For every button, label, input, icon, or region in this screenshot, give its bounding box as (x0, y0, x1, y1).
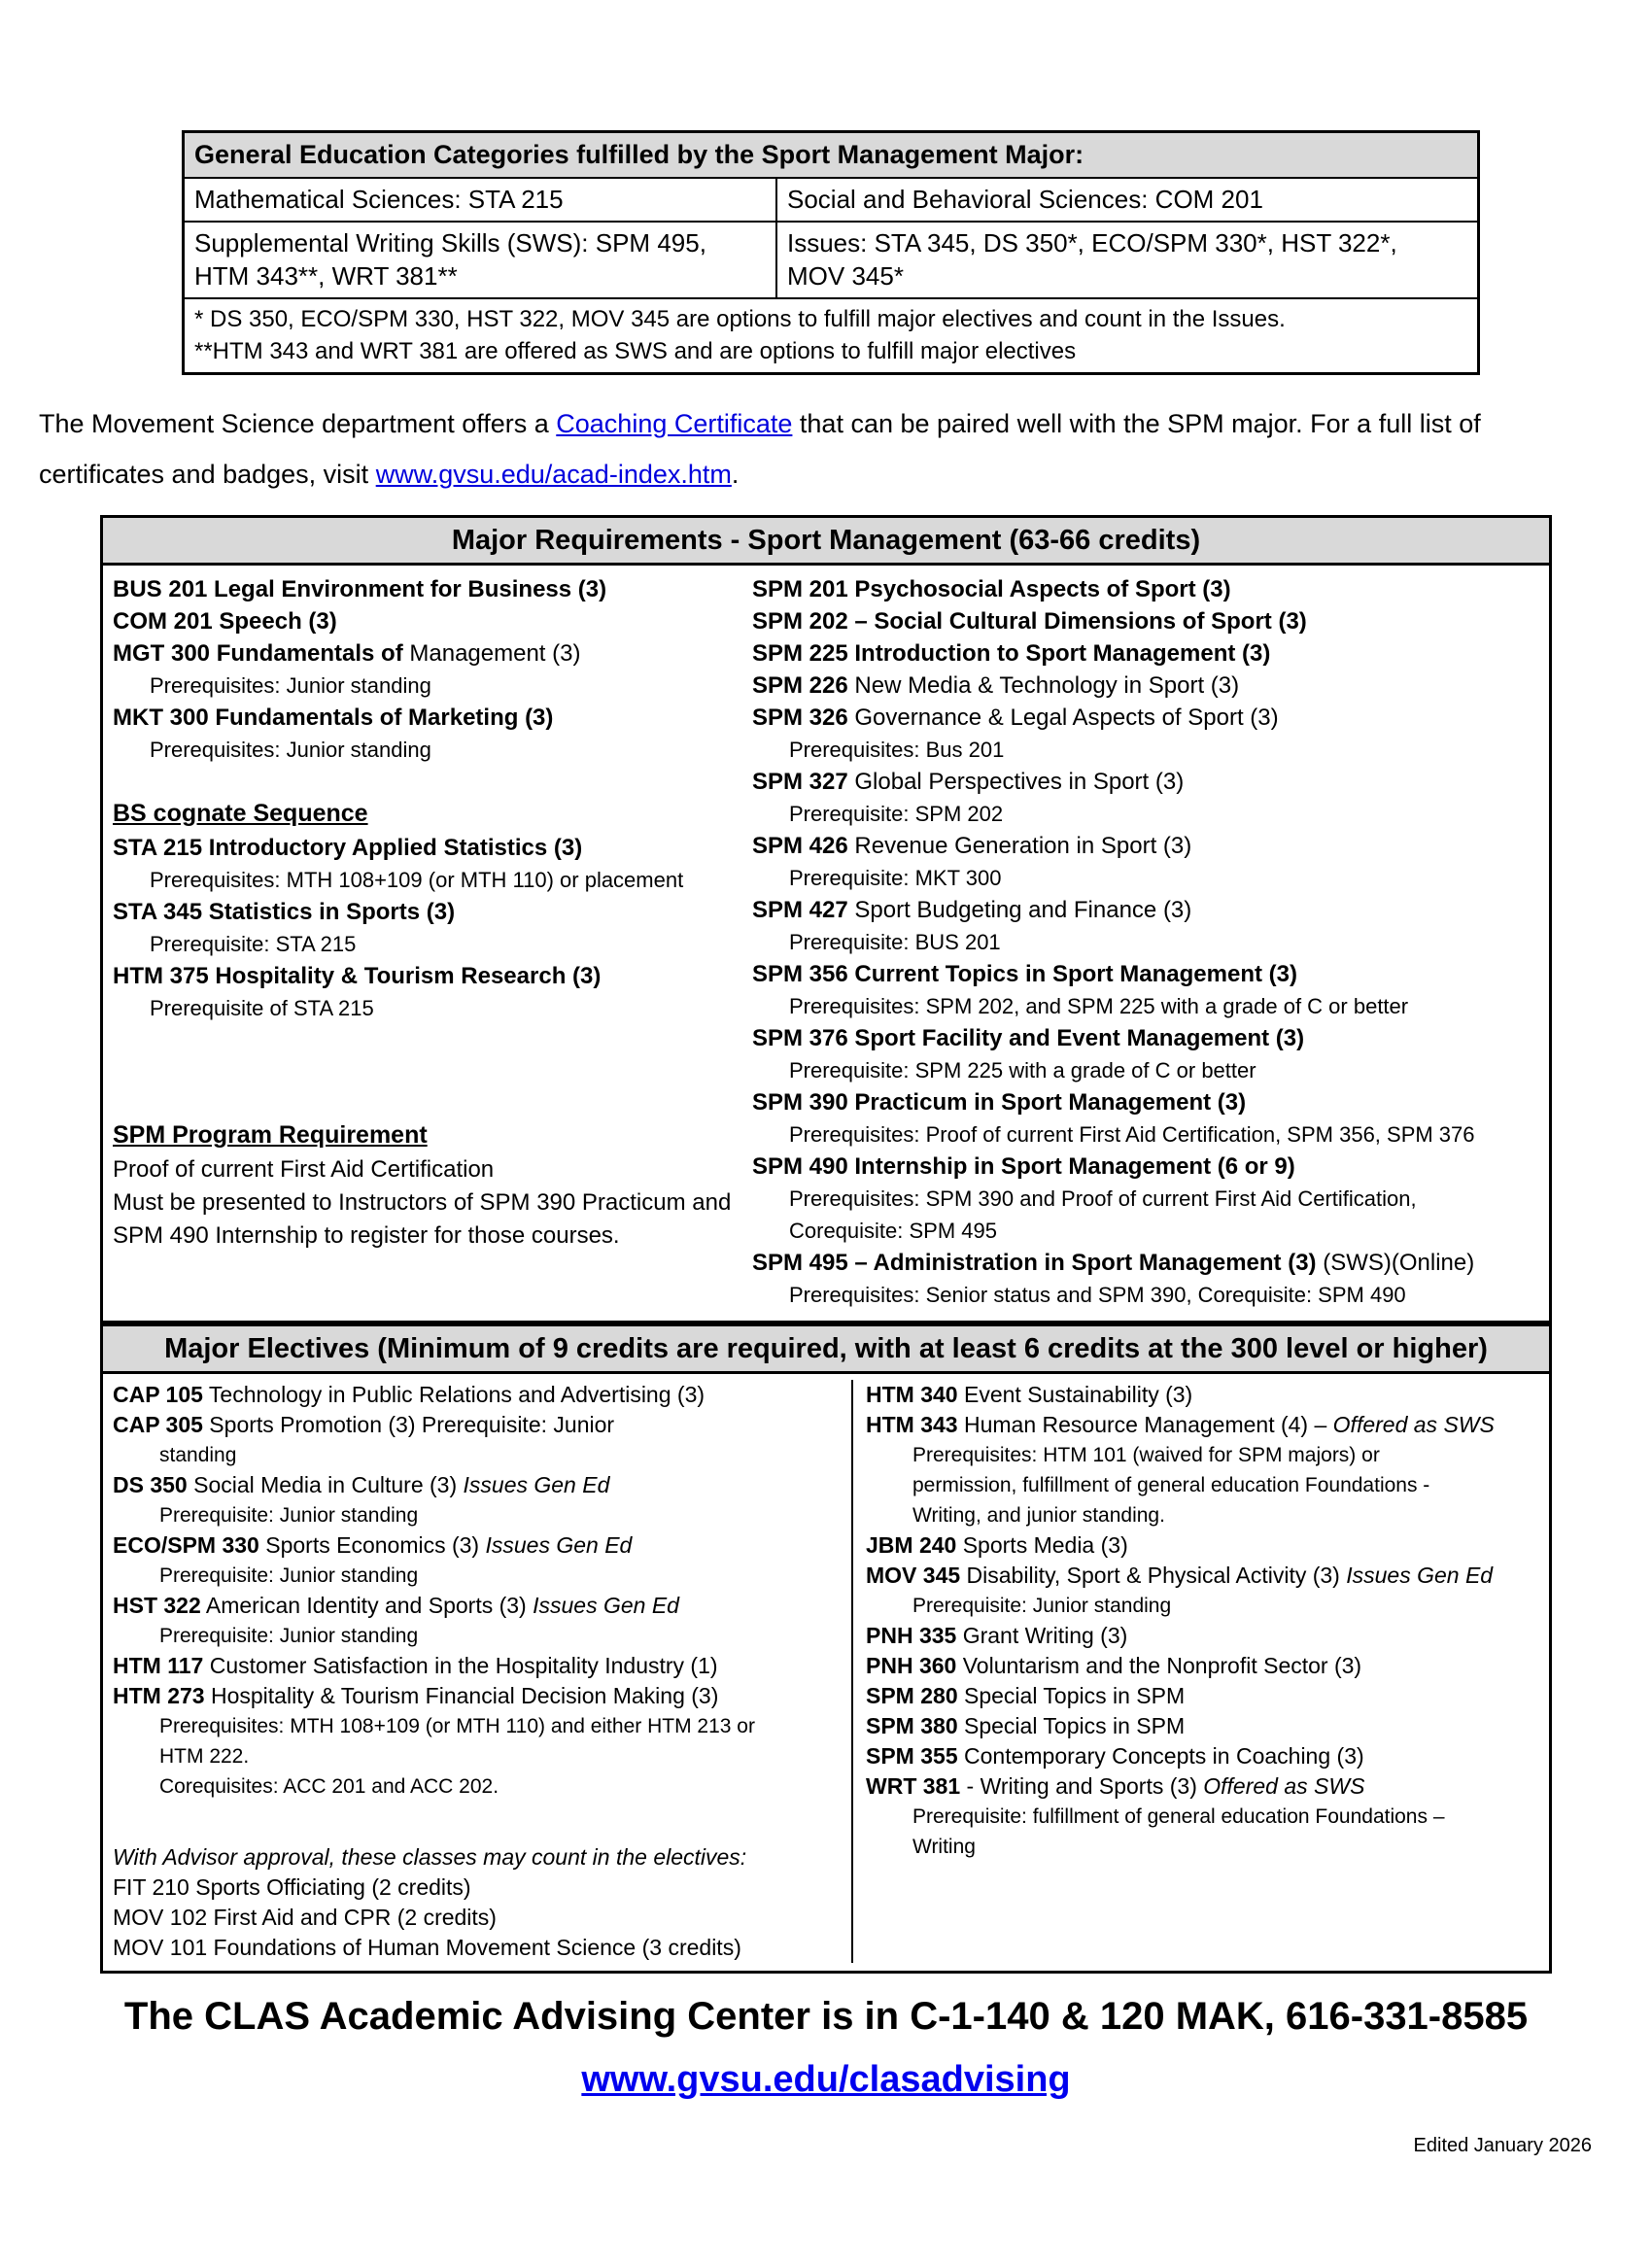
course-title: Issues Gen Ed (1346, 1563, 1494, 1588)
course-title: Global Perspectives in Sport (3) (847, 769, 1185, 795)
course-code: SPM 226 (752, 672, 848, 699)
course-item (752, 894, 1549, 926)
course-title: Sport Budgeting and Finance (3) (847, 897, 1192, 923)
course-code: SPM 355 (866, 1743, 958, 1769)
course-title: Contemporary Concepts in Coaching (3) (957, 1743, 1364, 1769)
prerequisite-line: Prerequisite: Junior standing (159, 1504, 419, 1527)
prerequisite-line: Writing (912, 1836, 976, 1858)
course-item (866, 1681, 1549, 1711)
course-title: Grant Writing (3) (956, 1623, 1128, 1648)
prerequisite-line: Prerequisite: fulfillment of general education Foundations – (912, 1805, 1445, 1828)
course-title: American Identity and Sports (3) (200, 1593, 533, 1618)
major-requirements-body (103, 566, 1549, 1321)
prerequisite-line: Corequisite: SPM 495 (789, 1219, 997, 1243)
prerequisite-line: Prerequisite: BUS 201 (789, 930, 1001, 954)
gened-footnote: * DS 350, ECO/SPM 330, HST 322, MOV 345 are options to fulfill major electives and count in the Issues. (194, 306, 1286, 332)
spacer (113, 766, 752, 795)
course-title: Governance & Legal Aspects of Sport (3) (847, 704, 1279, 731)
course-item (866, 1380, 1549, 1410)
course-code: SPM 390 Practicum in Sport Management (3) (752, 1089, 1247, 1116)
course-title: Event Sustainability (3) (957, 1382, 1193, 1407)
course-item (866, 1741, 1549, 1771)
gened-cell-math (184, 178, 777, 222)
note-line: Must be presented to Instructors of SPM 390 Practicum and (113, 1189, 732, 1216)
prerequisite-line: Prerequisite: SPM 202 (789, 802, 1004, 826)
course-item (752, 670, 1549, 702)
course-code: SPM 327 (752, 769, 848, 795)
course-title: - Writing and Sports (3) (960, 1773, 1204, 1799)
course-code: JBM 240 (866, 1532, 957, 1558)
course-code: PNH 360 (866, 1653, 957, 1678)
course-item (752, 958, 1549, 990)
course-item (866, 1771, 1549, 1802)
course-item (113, 960, 752, 992)
course-title: Social Media in Culture (3) (187, 1472, 464, 1497)
course-item (113, 1470, 851, 1500)
prerequisite-line: Prerequisite: MKT 300 (789, 866, 1002, 890)
gened-footnote-row (184, 298, 1479, 374)
course-item (752, 766, 1549, 798)
course-code: ECO/SPM 330 (113, 1532, 259, 1558)
clasadvising-link[interactable]: www.gvsu.edu/clasadvising (581, 2059, 1071, 2100)
gened-cell-text: HTM 343**, WRT 381** (194, 261, 458, 291)
course-item (113, 896, 752, 928)
prerequisite-line: Prerequisite: Junior standing (159, 1625, 419, 1647)
note-line: MOV 102 First Aid and CPR (2 credits) (113, 1905, 497, 1930)
note-line: FIT 210 Sports Officiating (2 credits) (113, 1874, 471, 1900)
course-title: Issues Gen Ed (533, 1593, 679, 1618)
course-title: Special Topics in SPM (957, 1683, 1186, 1708)
course-title: Customer Satisfaction in the Hospitality Industry (1) (203, 1653, 718, 1678)
course-title: Human Resource Management (4) – (957, 1412, 1333, 1437)
course-title: Issues Gen Ed (485, 1532, 633, 1558)
course-item (866, 1410, 1549, 1440)
major-electives-table (100, 1323, 1552, 1974)
electives-right-column (853, 1380, 1549, 1963)
prerequisite-line: Prerequisite: SPM 225 with a grade of C or better (789, 1058, 1256, 1082)
course-item (752, 605, 1549, 637)
major-electives-body (103, 1374, 1549, 1971)
course-title: Sports Media (3) (956, 1532, 1128, 1558)
course-title: New Media & Technology in Sport (3) (847, 672, 1240, 699)
spacer (113, 1802, 851, 1842)
course-item (752, 1247, 1549, 1279)
course-title: Sports Economics (3) (258, 1532, 486, 1558)
course-code: WRT 381 (866, 1773, 961, 1799)
intro-text: that can be paired well with the SPM major. For a full list of certificates and badges, visit (39, 409, 1481, 489)
course-code: PNH 335 (866, 1623, 957, 1648)
course-code: HTM 375 Hospitality & Tourism Research (3) (113, 963, 602, 989)
course-item (113, 702, 752, 734)
intro-paragraph (39, 398, 1613, 499)
gened-cell-text: Supplemental Writing Skills (SWS): SPM 495, (194, 228, 706, 258)
course-code: STA 345 Statistics in Sports (3) (113, 899, 456, 925)
course-item (113, 1591, 851, 1621)
footer-link-row (0, 2057, 1652, 2102)
course-item (113, 1380, 851, 1410)
gened-header-row (184, 132, 1479, 179)
course-title: Issues Gen Ed (463, 1472, 610, 1497)
course-title: Management (3) (402, 640, 581, 667)
course-code: BUS 201 Legal Environment for Business (3) (113, 576, 607, 602)
course-code: SPM 376 Sport Facility and Event Management (3) (752, 1025, 1305, 1051)
course-item (113, 832, 752, 864)
course-item (866, 1621, 1549, 1651)
course-code: SPM 201 Psychosocial Aspects of Sport (3) (752, 576, 1231, 602)
course-code: SPM 326 (752, 704, 848, 731)
course-code: HTM 273 (113, 1683, 205, 1708)
course-code: SPM 426 (752, 833, 848, 859)
gened-cell-text: MOV 345* (787, 261, 904, 291)
course-code: CAP 105 (113, 1382, 203, 1407)
course-code: COM 201 Speech (3) (113, 608, 337, 635)
course-item (113, 605, 752, 637)
course-code: DS 350 (113, 1472, 188, 1497)
prerequisite-line: Corequisites: ACC 201 and ACC 202. (159, 1775, 499, 1798)
prerequisite-line: standing (159, 1444, 237, 1466)
requirements-right-column (752, 573, 1549, 1311)
advising-center-info: The CLAS Academic Advising Center is in C-1-140 & 120 MAK, 616-331-8585 (123, 1995, 1529, 2038)
prerequisite-line: Prerequisites: SPM 390 and Proof of current First Aid Certification, (789, 1186, 1417, 1211)
course-title: Special Topics in SPM (957, 1713, 1186, 1738)
prerequisite-line: Prerequisites: MTH 108+109 (or MTH 110) and either HTM 213 or (159, 1715, 755, 1737)
course-code: MKT 300 Fundamentals of Marketing (3) (113, 704, 554, 731)
course-code: CAP 305 (113, 1412, 203, 1437)
prerequisite-line: Prerequisites: Bus 201 (789, 738, 1005, 762)
acad-index-link[interactable]: www.gvsu.edu/acad-index.htm (375, 460, 732, 489)
prerequisite-line: HTM 222. (159, 1745, 250, 1768)
advising-sheet-page (0, 130, 1652, 2268)
course-title: Voluntarism and the Nonprofit Sector (3) (956, 1653, 1362, 1678)
course-code: SPM 225 Introduction to Sport Management (3) (752, 640, 1271, 667)
gened-cell-issues (776, 222, 1479, 298)
footer (0, 1993, 1652, 2157)
course-code: SPM 202 – Social Cultural Dimensions of Sport (3) (752, 608, 1307, 635)
section-heading: BS cognate Sequence (113, 800, 368, 827)
course-item (113, 1410, 851, 1440)
course-item (752, 702, 1549, 734)
course-code: SPM 427 (752, 897, 848, 923)
section-heading: SPM Program Requirement (113, 1121, 428, 1149)
course-title: Offered as SWS (1203, 1773, 1365, 1799)
gened-cell-text: Social and Behavioral Sciences: COM 201 (787, 185, 1263, 214)
major-requirements-header: Major Requirements - Sport Management (63-66 credits) (103, 518, 1549, 566)
course-item (866, 1530, 1549, 1561)
requirements-left-column (103, 573, 752, 1311)
course-title: Disability, Sport & Physical Activity (3) (960, 1563, 1347, 1588)
gened-cell-text: Mathematical Sciences: STA 215 (194, 185, 564, 214)
course-item (113, 637, 752, 670)
course-code: HST 322 (113, 1593, 201, 1618)
prerequisite-line: Prerequisites: Junior standing (150, 673, 431, 698)
gened-row-2 (184, 222, 1479, 298)
prerequisite-line: Prerequisite: Junior standing (159, 1564, 419, 1587)
prerequisite-line: Prerequisites: Junior standing (150, 738, 431, 762)
prerequisite-line: Prerequisite: STA 215 (150, 932, 357, 956)
prerequisite-line: Prerequisites: HTM 101 (waived for SPM majors) or (912, 1444, 1380, 1466)
prerequisite-line: Prerequisites: SPM 202, and SPM 225 with a grade of C or better (789, 994, 1409, 1018)
course-item (752, 1086, 1549, 1118)
prerequisite-line: Prerequisites: Senior status and SPM 390, Corequisite: SPM 490 (789, 1283, 1406, 1307)
gened-table-title: General Education Categories fulfilled by the Sport Management Major: (184, 132, 1479, 179)
note-line: MOV 101 Foundations of Human Movement Science (3 credits) (113, 1935, 741, 1960)
course-code: STA 215 Introductory Applied Statistics (3) (113, 835, 583, 861)
prerequisite-line: Prerequisites: MTH 108+109 (or MTH 110) or placement (150, 868, 684, 892)
course-code: SPM 380 (866, 1713, 958, 1738)
course-item (113, 1651, 851, 1681)
electives-left-column (103, 1380, 853, 1963)
edited-date: Edited January 2026 (1413, 2135, 1592, 2156)
intro-text: The Movement Science department offers a (39, 409, 557, 438)
gened-cell-social (776, 178, 1479, 222)
course-code: MGT 300 Fundamentals of (113, 640, 403, 667)
course-title: Technology in Public Relations and Advertising (3) (202, 1382, 706, 1407)
gened-row-1 (184, 178, 1479, 222)
prerequisite-line: Prerequisite: Junior standing (912, 1595, 1172, 1617)
intro-text: . (731, 460, 740, 489)
course-item (866, 1711, 1549, 1741)
course-code: SPM 495 – Administration in Sport Management (3) (752, 1250, 1317, 1276)
course-item (113, 573, 752, 605)
course-code: SPM 280 (866, 1683, 958, 1708)
course-code: HTM 343 (866, 1412, 958, 1437)
gened-footnotes (184, 298, 1479, 374)
course-item (113, 1530, 851, 1561)
advisor-note: With Advisor approval, these classes may count in the electives: (113, 1844, 747, 1870)
course-code: HTM 117 (113, 1653, 204, 1678)
spacer (113, 1024, 752, 1117)
gened-cell-text: Issues: STA 345, DS 350*, ECO/SPM 330*, HST 322*, (787, 228, 1397, 258)
prerequisite-line: permission, fulfillment of general education Foundations - (912, 1474, 1430, 1496)
prerequisite-line: Prerequisite of STA 215 (150, 996, 374, 1020)
course-item (866, 1561, 1549, 1591)
course-code: HTM 340 (866, 1382, 958, 1407)
course-item (752, 573, 1549, 605)
prerequisite-line: Prerequisites: Proof of current First Aid Certification, SPM 356, SPM 376 (789, 1122, 1475, 1147)
course-title: (SWS)(Online) (1316, 1250, 1475, 1276)
course-item (866, 1651, 1549, 1681)
course-title: Sports Promotion (3) Prerequisite: Junior (202, 1412, 615, 1437)
course-code: SPM 490 Internship in Sport Management (6 or 9) (752, 1153, 1295, 1180)
course-item (752, 637, 1549, 670)
course-code: MOV 345 (866, 1563, 961, 1588)
prerequisite-line: Writing, and junior standing. (912, 1504, 1165, 1527)
gened-table (182, 130, 1480, 375)
course-code: SPM 356 Current Topics in Sport Management (3) (752, 961, 1297, 987)
major-electives-header: Major Electives (Minimum of 9 credits are required, with at least 6 credits at the 300 level or higher) (103, 1326, 1549, 1374)
course-title: Offered as SWS (1332, 1412, 1495, 1437)
gened-cell-sws (184, 222, 777, 298)
note-line: Proof of current First Aid Certification (113, 1156, 495, 1183)
gened-footnote: **HTM 343 and WRT 381 are offered as SWS and are options to fulfill major electives (194, 338, 1077, 364)
note-line: SPM 490 Internship to register for those courses. (113, 1222, 620, 1249)
course-title: Hospitality & Tourism Financial Decision Making (3) (204, 1683, 719, 1708)
course-item (752, 1151, 1549, 1183)
course-item (113, 1681, 851, 1711)
major-requirements-table (100, 515, 1552, 1323)
course-item (752, 1022, 1549, 1054)
course-title: Revenue Generation in Sport (3) (847, 833, 1192, 859)
coaching-certificate-link[interactable]: Coaching Certificate (556, 409, 793, 438)
course-item (752, 830, 1549, 862)
